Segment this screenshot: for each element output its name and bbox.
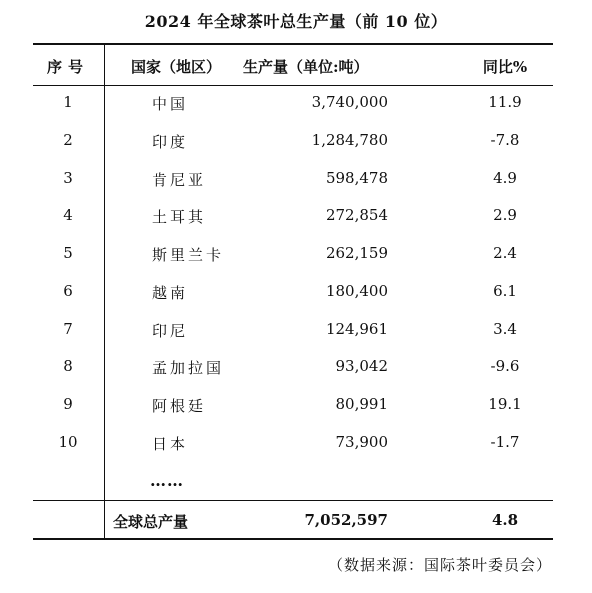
row-production: 93,042 [335, 357, 388, 375]
table-row [0, 320, 592, 358]
ellipsis: …… [150, 471, 184, 490]
row-production: 262,159 [325, 244, 388, 262]
header-seq: 序号 [46, 58, 89, 76]
row-yoy: 19.1 [488, 395, 522, 413]
row-production: 124,961 [325, 320, 388, 338]
row-seq: 7 [63, 320, 73, 338]
row-yoy: -9.6 [490, 357, 520, 375]
data-source-note: （数据来源：国际茶叶委员会） [327, 556, 552, 574]
table-row [0, 169, 592, 207]
row-country: 肯尼亚 [152, 171, 207, 189]
row-yoy: 4.9 [493, 169, 517, 187]
row-country: 越南 [152, 284, 189, 302]
table-row [0, 206, 592, 244]
row-seq: 5 [63, 244, 73, 262]
row-country: 中国 [152, 95, 189, 113]
header-yoy: 同比% [482, 58, 528, 76]
table-row [0, 244, 592, 282]
table-top-rule [33, 43, 553, 45]
row-yoy: 2.9 [493, 206, 517, 224]
total-label: 全球总产量 [113, 513, 189, 531]
header-production: 生产量（单位:吨） [243, 58, 369, 76]
table-row [0, 357, 592, 395]
total-production: 7,052,597 [304, 511, 388, 529]
row-production: 180,400 [325, 282, 388, 300]
row-yoy: -7.8 [490, 131, 520, 149]
row-yoy: 3.4 [493, 320, 517, 338]
row-seq: 6 [63, 282, 73, 300]
row-production: 3,740,000 [311, 93, 388, 111]
row-seq: 1 [63, 93, 73, 111]
row-seq: 4 [63, 206, 73, 224]
header-bottom-rule [33, 85, 553, 86]
table-title: 2024 年全球茶叶总生产量（前 10 位） [144, 12, 448, 31]
table-row [0, 93, 592, 131]
row-country: 印尼 [152, 322, 189, 340]
table-row [0, 131, 592, 169]
table-row [0, 282, 592, 320]
row-seq: 3 [63, 169, 73, 187]
total-yoy: 4.8 [491, 511, 519, 529]
row-yoy: -1.7 [490, 433, 520, 451]
table-row [0, 433, 592, 471]
table-bottom-rule [33, 538, 553, 540]
row-yoy: 11.9 [488, 93, 522, 111]
row-seq: 8 [63, 357, 73, 375]
header-country: 国家（地区） [131, 58, 222, 76]
row-yoy: 6.1 [493, 282, 517, 300]
row-country: 斯里兰卡 [152, 246, 225, 264]
row-production: 272,854 [325, 206, 388, 224]
row-country: 孟加拉国 [152, 359, 225, 377]
row-production: 80,991 [335, 395, 388, 413]
row-seq: 2 [63, 131, 73, 149]
row-country: 日本 [152, 435, 189, 453]
row-country: 阿根廷 [152, 397, 207, 415]
row-production: 1,284,780 [311, 131, 388, 149]
row-seq: 9 [63, 395, 73, 413]
row-country: 印度 [152, 133, 189, 151]
row-production: 598,478 [325, 169, 388, 187]
row-seq: 10 [58, 433, 78, 451]
row-production: 73,900 [335, 433, 388, 451]
row-yoy: 2.4 [493, 244, 517, 262]
total-top-rule [33, 500, 553, 501]
row-country: 土耳其 [152, 208, 207, 226]
table-row [0, 395, 592, 433]
